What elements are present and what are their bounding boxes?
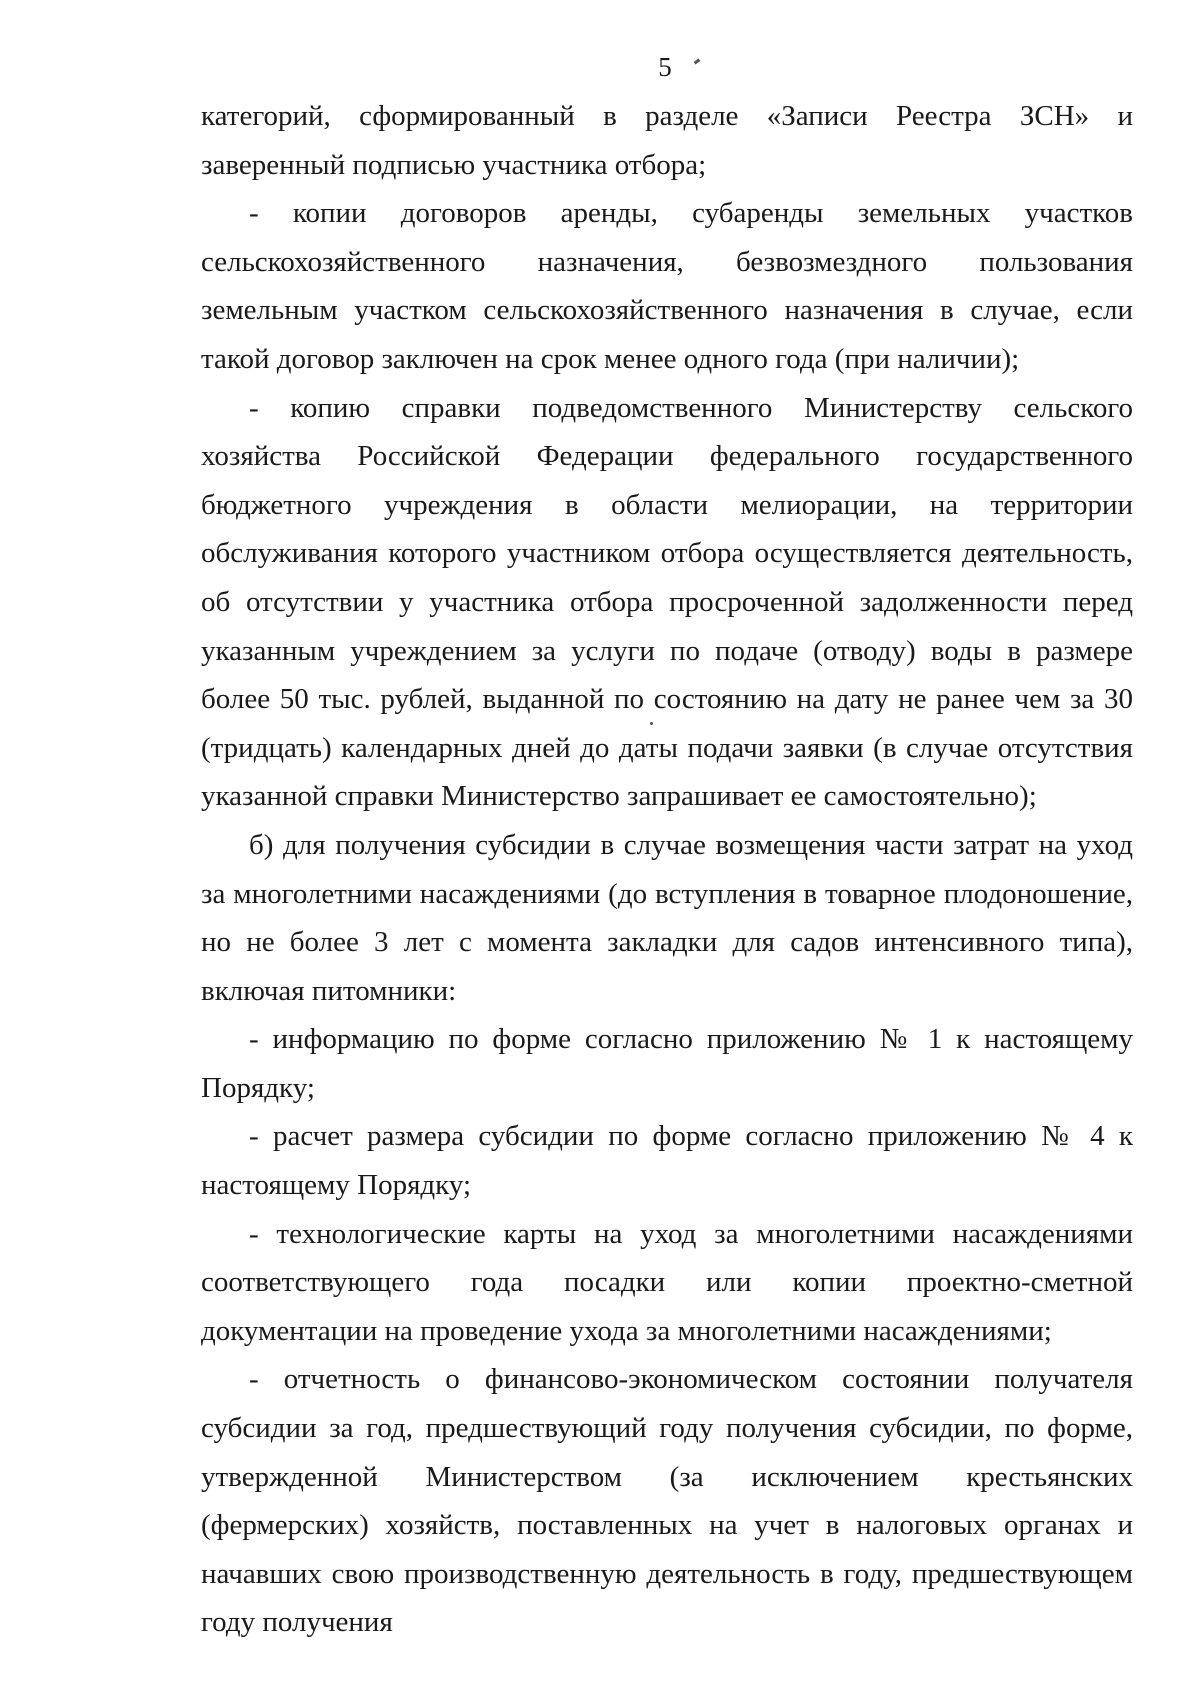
paragraph: - копии договоров аренды, субаренды земельных участков сельскохозяйственного назначения, безвозмездного пользования земельным участком сельскохозяйственного назначения в случае, если такой договор заключен на срок менее одного года (при наличии);	[201, 197, 1133, 375]
paragraph: - отчетность о финансово-экономическом состоянии получателя субсидии за год, предшествующий году получения субсидии, по форме, утвержденной Министерством (за исключением крестьянских (фермерских) хозяйств, поставленных на учет в налоговых органах и начавших свою производственную деятельность в году, предшествующем году получения	[201, 1363, 1133, 1639]
paragraph: б) для получения субсидии в случае возмещения части затрат на уход за многолетними насаждениями (до вступления в товарное плодоношение, но не более 3 лет с момента закладки для садов интенсивного типа), включая питомники:	[201, 828, 1133, 1007]
paragraph: - расчет размера субсидии по форме согласно приложению № 4 к настоящему Порядку;	[201, 1120, 1133, 1202]
paragraph: категорий, сформированный в разделе «Записи Реестра ЗСН» и заверенный подписью участника отбора;	[201, 100, 1133, 181]
paragraph: - копию справки подведомственного Министерству сельского хозяйства Российской Федерации федерального государственного бюджетного учреждения в области мелиорации, на территории обслуживания которого участником отбора осуществляется деятельность, об отсутствии у участника отбора просроченной задолженности перед указанным учреждением за услуги по подаче (отводу) воды в размере более 50 тыс. рублей, выданной по состоянию на дату не ранее чем за 30 (тридцать) календарных дней до даты подачи заявки (в случае отсутствия указанной справки Министерство запрашивает ее самостоятельно);	[201, 391, 1133, 813]
document-body	[201, 92, 1133, 1647]
paragraph: - информацию по форме согласно приложению № 1 к настоящему Порядку;	[201, 1023, 1133, 1104]
page-number: 5	[658, 52, 672, 82]
paragraph: - технологические карты на уход за многолетними насаждениями соответствующего года посадки или копии проектно-сметной документации на проведение ухода за многолетними насаждениями;	[201, 1217, 1133, 1347]
